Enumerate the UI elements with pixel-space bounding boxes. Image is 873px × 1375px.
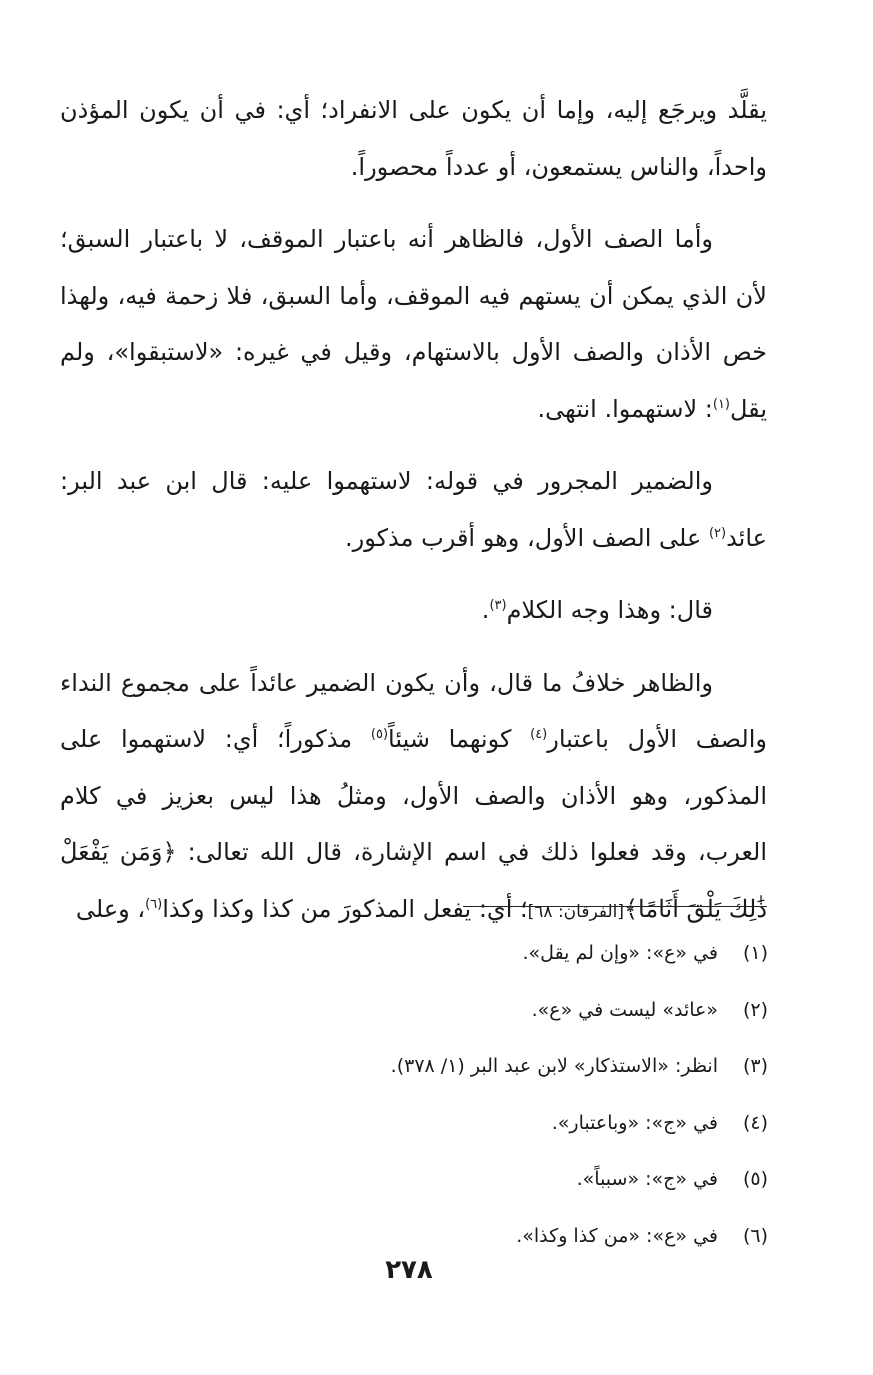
footnote-number: (١) bbox=[742, 942, 768, 964]
text-run: مذكوراً؛ أي: لاستهموا على المذكور، وهو الأذان والصف الأول، ومثلُ هذا ليس بعزيز في كلام العرب، وقد فعلوا ذلك في اسم الإشارة، قال الله تعالى: bbox=[60, 725, 768, 866]
paragraph-4 bbox=[60, 582, 767, 639]
footnote-text: في «ع»: «من كذا وكذا». bbox=[516, 1224, 718, 1247]
text-run: ، وعلى bbox=[75, 894, 146, 923]
footnote-marker: (٦) bbox=[145, 896, 163, 912]
footnote-number: (٢) bbox=[742, 998, 768, 1021]
text-run: : لاستهموا. انتهى. bbox=[537, 394, 713, 423]
text-run: قال: وهذا وجه الكلام bbox=[506, 596, 713, 624]
paragraph-1 bbox=[60, 82, 767, 195]
text-run: وأما الصف الأول، فالظاهر أنه باعتبار الموقف، لا باعتبار السبق؛ لأن الذي يمكن أن يستهم فيه الموقف، وأما السبق، فلا زحمة فيه، ولهذا خص الأذان والصف الأول بالاستهام، وقيل في غيره: «لاستبقوا»، ولم يقل bbox=[60, 225, 767, 423]
footnote-number: (٥) bbox=[742, 1168, 768, 1191]
text-run: . bbox=[481, 596, 490, 624]
text-run: ؛ أي: يفعل المذكورَ من كذا وكذا وكذا bbox=[162, 894, 528, 923]
main-text bbox=[60, 82, 767, 956]
page-number: ٢٧٨ bbox=[385, 1255, 433, 1285]
verse-reference: [الفرقان: ٦٨] bbox=[527, 901, 624, 922]
footnote-text: في «ع»: «وإن لم يقل». bbox=[522, 942, 718, 964]
footnote-number: (٦) bbox=[742, 1224, 768, 1247]
text-run: والضمير المجرور في قوله: لاستهموا عليه: قال ابن عبد البر: عائد bbox=[60, 467, 767, 552]
footnote-text: في «ج»: «وباعتبار». bbox=[551, 1111, 718, 1134]
footnote-marker: (١) bbox=[712, 396, 730, 412]
paragraph-3 bbox=[60, 453, 767, 566]
footnote-text: انظر: «الاستذكار» لابن عبد البر (١/ ٣٧٨). bbox=[390, 1055, 718, 1078]
footnote-marker: (٥) bbox=[370, 727, 389, 742]
paragraph-2 bbox=[60, 211, 767, 437]
footnote-divider bbox=[463, 906, 767, 907]
footnote-4 bbox=[200, 1095, 768, 1152]
footnote-1 bbox=[200, 925, 768, 982]
footnote-2 bbox=[200, 982, 768, 1039]
footnote-marker: (٢) bbox=[708, 525, 727, 541]
text-run: كونهما شيئاً bbox=[388, 725, 531, 753]
footnote-number: (٤) bbox=[742, 1111, 768, 1134]
footnote-marker: (٤) bbox=[530, 727, 548, 742]
footnotes bbox=[200, 925, 768, 1265]
footnote-3 bbox=[200, 1038, 768, 1095]
footnote-text: «عائد» ليست في «ع». bbox=[531, 998, 718, 1021]
text-run: والظاهر خلافُ ما قال، وأن يكون الضمير عائداً على مجموع النداء والصف الأول باعتبار bbox=[60, 668, 767, 753]
text-run: على الصف الأول، وهو أقرب مذكور. bbox=[345, 523, 709, 552]
footnote-5 bbox=[200, 1151, 768, 1208]
quran-verse: ﴿وَمَن يَفْعَلْ ذَٰلِكَ يَلْقَ أَثَامًا﴾ bbox=[60, 838, 767, 923]
footnote-text: في «ج»: «سبباً». bbox=[576, 1168, 718, 1191]
footnote-number: (٣) bbox=[742, 1055, 768, 1078]
text-run: يقلَّد ويرجَع إليه، وإما أن يكون على الانفراد؛ أي: في أن يكون المؤذن واحداً، والناس يستمعون، أو عدداً محصوراً. bbox=[60, 96, 767, 181]
paragraph-5 bbox=[60, 655, 767, 941]
footnote-marker: (٣) bbox=[489, 598, 507, 613]
